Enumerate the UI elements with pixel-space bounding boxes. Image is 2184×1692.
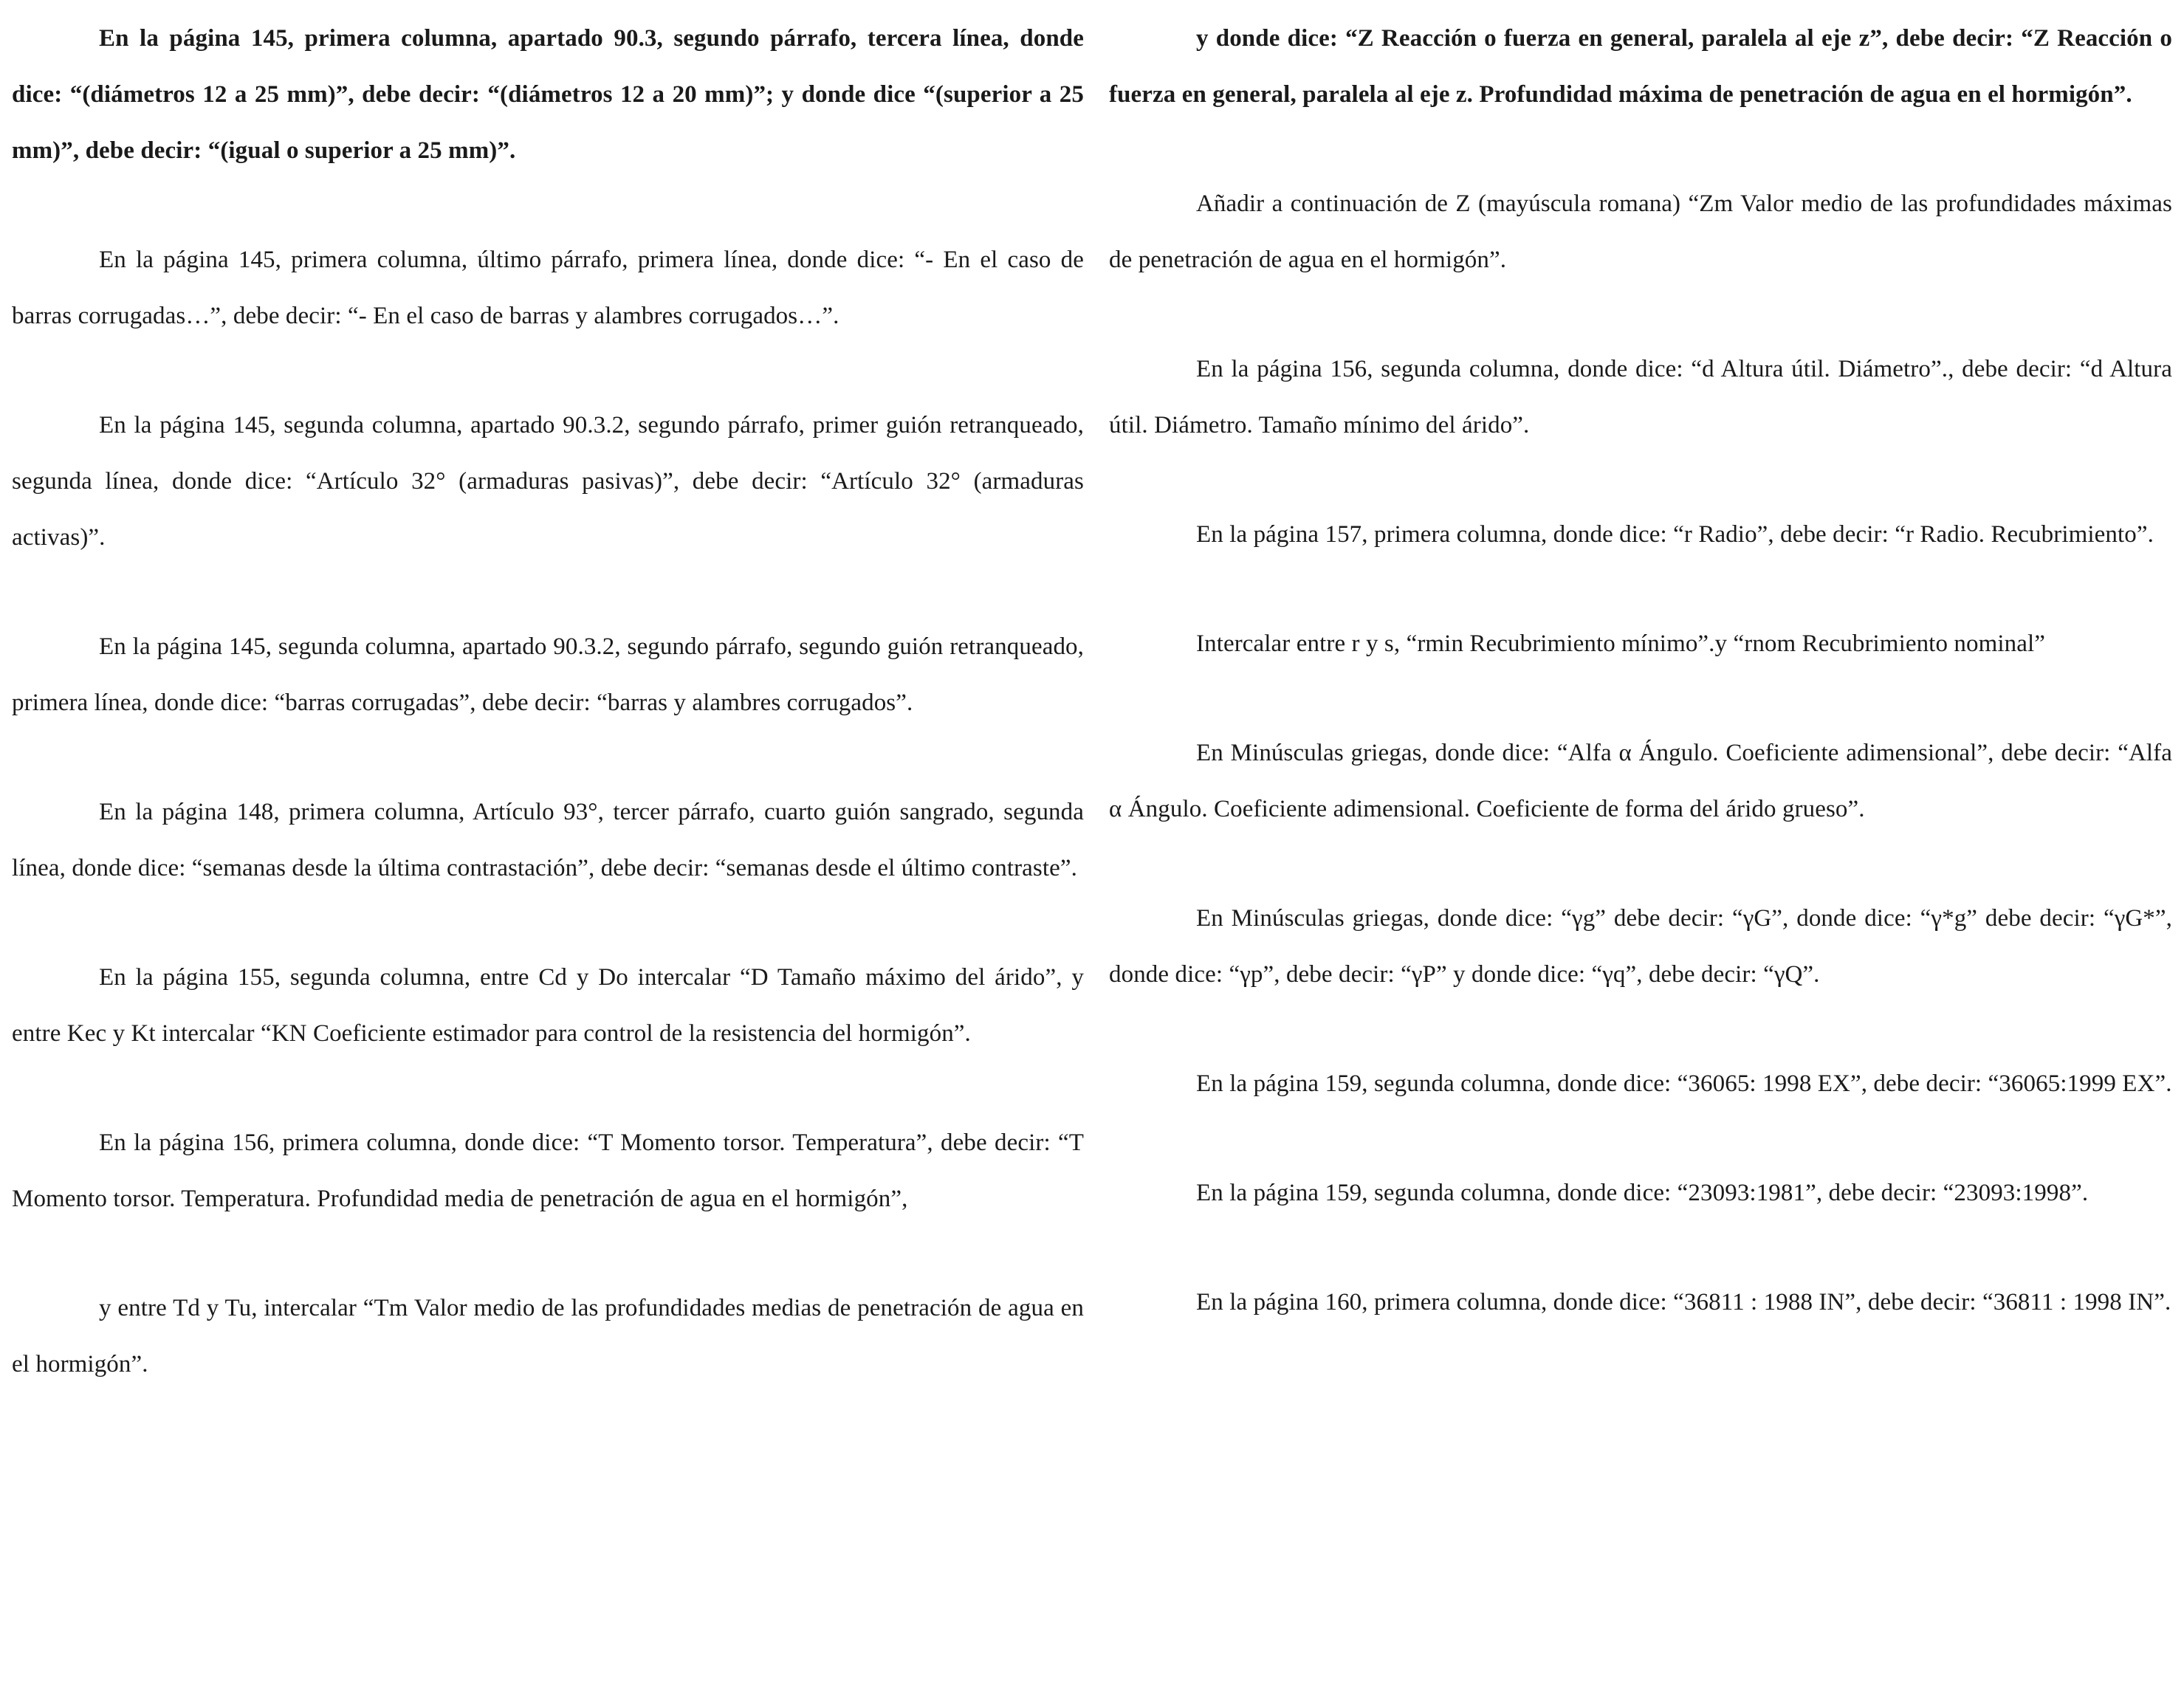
paragraph: En Minúsculas griegas, donde dice: “Alfa α Ángulo. Coeficiente adimensional”, debe decir: “Alfa α Ángulo. Coeficiente adimensional. Coeficiente de forma del árido grueso”. [1109,740,2172,822]
paragraph: Intercalar entre r y s, “rmin Recubrimiento mínimo”.y “rnom Recubrimiento nominal” [1196,630,2046,657]
paragraph: y entre Td y Tu, intercalar “Tm Valor medio de las profundidades medias de penetración de agua en el hormigón”. [12,1295,1084,1378]
paragraph: En la página 157, primera columna, donde dice: “r Radio”, debe decir: “r Radio. Recubrimiento”. [1196,521,2154,548]
paragraph: En la página 156, segunda columna, donde dice: “d Altura útil. Diámetro”., debe decir: “d Altura útil. Diámetro. Tamaño mínimo del árido”. [1109,356,2172,439]
paragraph: En la página 145, segunda columna, apartado 90.3.2, segundo párrafo, primer guión retranqueado, segunda línea, donde dice: “Artículo 32° (armaduras pasivas)”, debe decir: “Artículo 32° (armaduras activas)”. [12,412,1084,551]
paragraph: En la página 160, primera columna, donde dice: “36811 : 1988 IN”, debe decir: “36811 : 1998 IN”. [1196,1289,2171,1316]
paragraph: En la página 159, segunda columna, donde dice: “36065: 1998 EX”, debe decir: “36065:1999 EX”. [1196,1070,2172,1097]
paragraph: En la página 159, segunda columna, donde dice: “23093:1981”, debe decir: “23093:1998”. [1196,1180,2089,1206]
paragraph: En la página 145, primera columna, apartado 90.3, segundo párrafo, tercera línea, donde dice: “(diámetros 12 a 25 mm)”, debe decir: “(diámetros 12 a 20 mm)”; y donde dice “(superior a 25 mm)”, debe decir: “(igual o superior a 25 mm)”. [12,25,1084,164]
paragraph: En la página 145, primera columna, último párrafo, primera línea, donde dice: “- En el caso de barras corrugadas…”, debe decir: “- En el caso de barras y alambres corrugados…”. [12,247,1084,329]
paragraph: En la página 148, primera columna, Artículo 93°, tercer párrafo, cuarto guión sangrado, segunda línea, donde dice: “semanas desde la última contrastación”, debe decir: “semanas desde el último contraste”. [12,799,1084,881]
left-column [12,10,1084,1392]
paragraph: En Minúsculas griegas, donde dice: “γg” debe decir: “γG”, donde dice: “γ*g” debe decir: “γG*”, donde dice: “γp”, debe decir: “γP” y donde dice: “γq”, debe decir: “γQ”. [1109,905,2172,988]
right-column [1109,10,2172,1330]
paragraph: y donde dice: “Z Reacción o fuerza en general, paralela al eje z”, debe decir: “Z Reacción o fuerza en general, paralela al eje z. Profundidad máxima de penetración de agua en el hormigón”. [1109,25,2172,108]
paragraph: En la página 145, segunda columna, apartado 90.3.2, segundo párrafo, segundo guión retranqueado, primera línea, donde dice: “barras corrugadas”, debe decir: “barras y alambres corrugados”. [12,633,1084,716]
paragraph: Añadir a continuación de Z (mayúscula romana) “Zm Valor medio de las profundidades máximas de penetración de agua en el hormigón”. [1109,190,2172,273]
paragraph: En la página 155, segunda columna, entre Cd y Do intercalar “D Tamaño máximo del árido”, y entre Kec y Kt intercalar “KN Coeficiente estimador para control de la resistencia del hormigón”. [12,964,1084,1047]
paragraph: En la página 156, primera columna, donde dice: “T Momento torsor. Temperatura”, debe decir: “T Momento torsor. Temperatura. Profundidad media de penetración de agua en el hormigón”, [12,1129,1084,1212]
